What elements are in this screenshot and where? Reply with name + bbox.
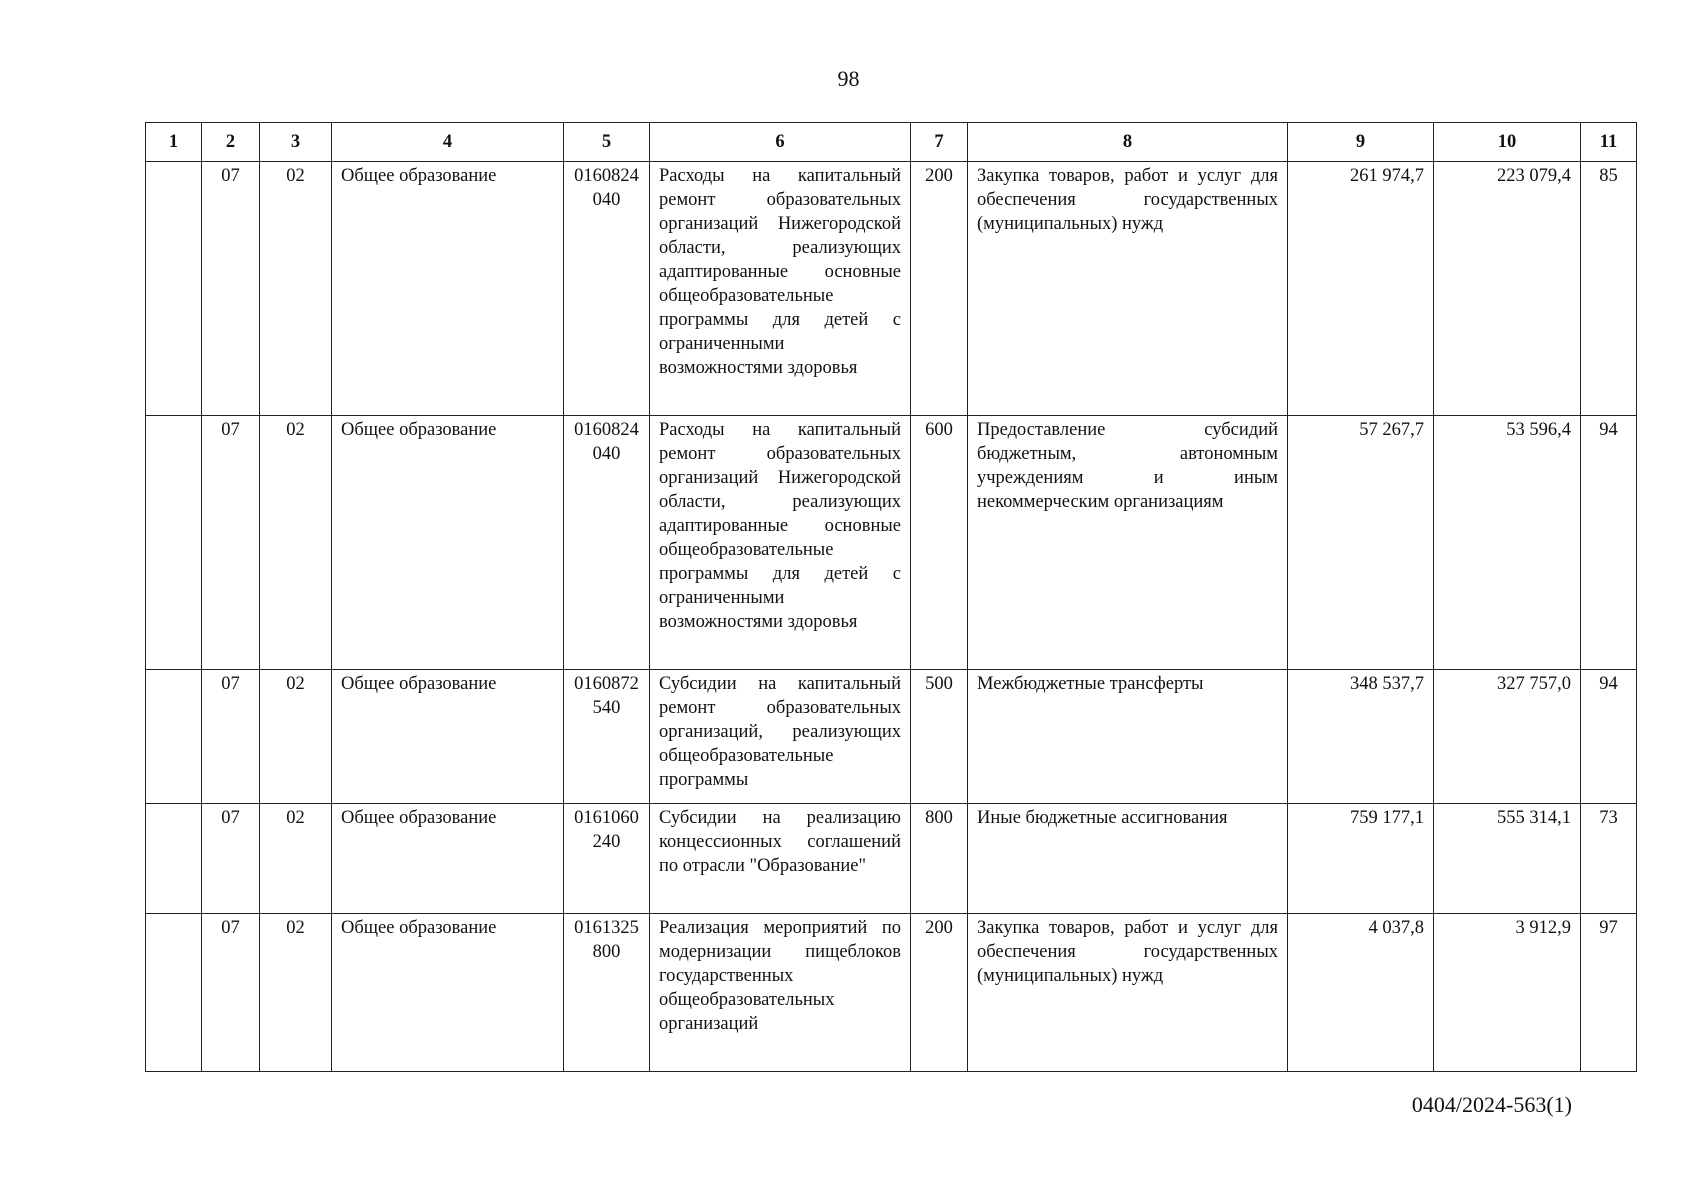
cell-expense-code: 200 (911, 914, 968, 1072)
cell-expense-name: Иные бюджетные ассигнования (968, 804, 1288, 914)
cell-target-name: Субсидии на капитальный ремонт образовательных организаций, реализующих общеобразовательные программы (650, 670, 911, 804)
cell-planned-amount: 348 537,7 (1288, 670, 1434, 804)
cell-target-code: 0161060240 (564, 804, 650, 914)
column-header: 3 (260, 123, 332, 162)
cell-target-code: 0160824040 (564, 416, 650, 670)
cell-subsection: 02 (260, 416, 332, 670)
document-id: 0404/2024-563(1) (1411, 1092, 1572, 1117)
cell-empty (146, 416, 202, 670)
cell-actual-amount: 53 596,4 (1434, 416, 1581, 670)
column-header: 9 (1288, 123, 1434, 162)
column-header: 2 (202, 123, 260, 162)
table-row (146, 670, 1637, 804)
cell-target-code: 0161325800 (564, 914, 650, 1072)
cell-planned-amount: 759 177,1 (1288, 804, 1434, 914)
page-number: 98 (837, 66, 860, 91)
cell-actual-amount: 555 314,1 (1434, 804, 1581, 914)
cell-subsection-name: Общее образование (332, 914, 564, 1072)
header-row (146, 123, 1637, 162)
cell-actual-amount: 3 912,9 (1434, 914, 1581, 1072)
cell-expense-code: 800 (911, 804, 968, 914)
cell-expense-name: Закупка товаров, работ и услуг для обеспечения государственных (муниципальных) нужд (968, 162, 1288, 416)
cell-percent: 94 (1581, 670, 1637, 804)
table-row (146, 162, 1637, 416)
cell-expense-code: 600 (911, 416, 968, 670)
table-row (146, 914, 1637, 1072)
column-header: 8 (968, 123, 1288, 162)
cell-subsection-name: Общее образование (332, 670, 564, 804)
cell-subsection-name: Общее образование (332, 416, 564, 670)
cell-expense-code: 500 (911, 670, 968, 804)
cell-subsection: 02 (260, 670, 332, 804)
column-header: 4 (332, 123, 564, 162)
cell-section: 07 (202, 804, 260, 914)
table-row (146, 416, 1637, 670)
column-header: 10 (1434, 123, 1581, 162)
budget-table (145, 122, 1637, 1072)
column-header: 1 (146, 123, 202, 162)
column-header: 6 (650, 123, 911, 162)
cell-subsection: 02 (260, 162, 332, 416)
cell-empty (146, 670, 202, 804)
cell-expense-name: Предоставление субсидий бюджетным, автономным учреждениям и иным некоммерческим организациям (968, 416, 1288, 670)
cell-target-code: 0160824040 (564, 162, 650, 416)
cell-percent: 85 (1581, 162, 1637, 416)
cell-target-name: Расходы на капитальный ремонт образовательных организаций Нижегородской области, реализующих адаптированные основные общеобразовательные программы для детей с ограниченными возможностями здоровья (650, 416, 911, 670)
cell-planned-amount: 57 267,7 (1288, 416, 1434, 670)
cell-section: 07 (202, 162, 260, 416)
cell-percent: 94 (1581, 416, 1637, 670)
column-header: 11 (1581, 123, 1637, 162)
cell-section: 07 (202, 914, 260, 1072)
cell-target-name: Расходы на капитальный ремонт образовательных организаций Нижегородской области, реализующих адаптированные основные общеобразовательные программы для детей с ограниченными возможностями здоровья (650, 162, 911, 416)
cell-percent: 73 (1581, 804, 1637, 914)
cell-target-name: Субсидии на реализацию концессионных соглашений по отрасли "Образование" (650, 804, 911, 914)
cell-subsection: 02 (260, 804, 332, 914)
cell-empty (146, 914, 202, 1072)
cell-subsection-name: Общее образование (332, 162, 564, 416)
cell-planned-amount: 4 037,8 (1288, 914, 1434, 1072)
cell-expense-name: Межбюджетные трансферты (968, 670, 1288, 804)
cell-expense-code: 200 (911, 162, 968, 416)
table-row (146, 804, 1637, 914)
cell-target-name: Реализация мероприятий по модернизации пищеблоков государственных общеобразовательных организаций (650, 914, 911, 1072)
cell-percent: 97 (1581, 914, 1637, 1072)
cell-empty (146, 804, 202, 914)
cell-actual-amount: 223 079,4 (1434, 162, 1581, 416)
column-header: 7 (911, 123, 968, 162)
cell-planned-amount: 261 974,7 (1288, 162, 1434, 416)
cell-actual-amount: 327 757,0 (1434, 670, 1581, 804)
cell-subsection-name: Общее образование (332, 804, 564, 914)
cell-subsection: 02 (260, 914, 332, 1072)
cell-section: 07 (202, 416, 260, 670)
cell-empty (146, 162, 202, 416)
column-header: 5 (564, 123, 650, 162)
cell-expense-name: Закупка товаров, работ и услуг для обеспечения государственных (муниципальных) нужд (968, 914, 1288, 1072)
cell-section: 07 (202, 670, 260, 804)
cell-target-code: 0160872540 (564, 670, 650, 804)
